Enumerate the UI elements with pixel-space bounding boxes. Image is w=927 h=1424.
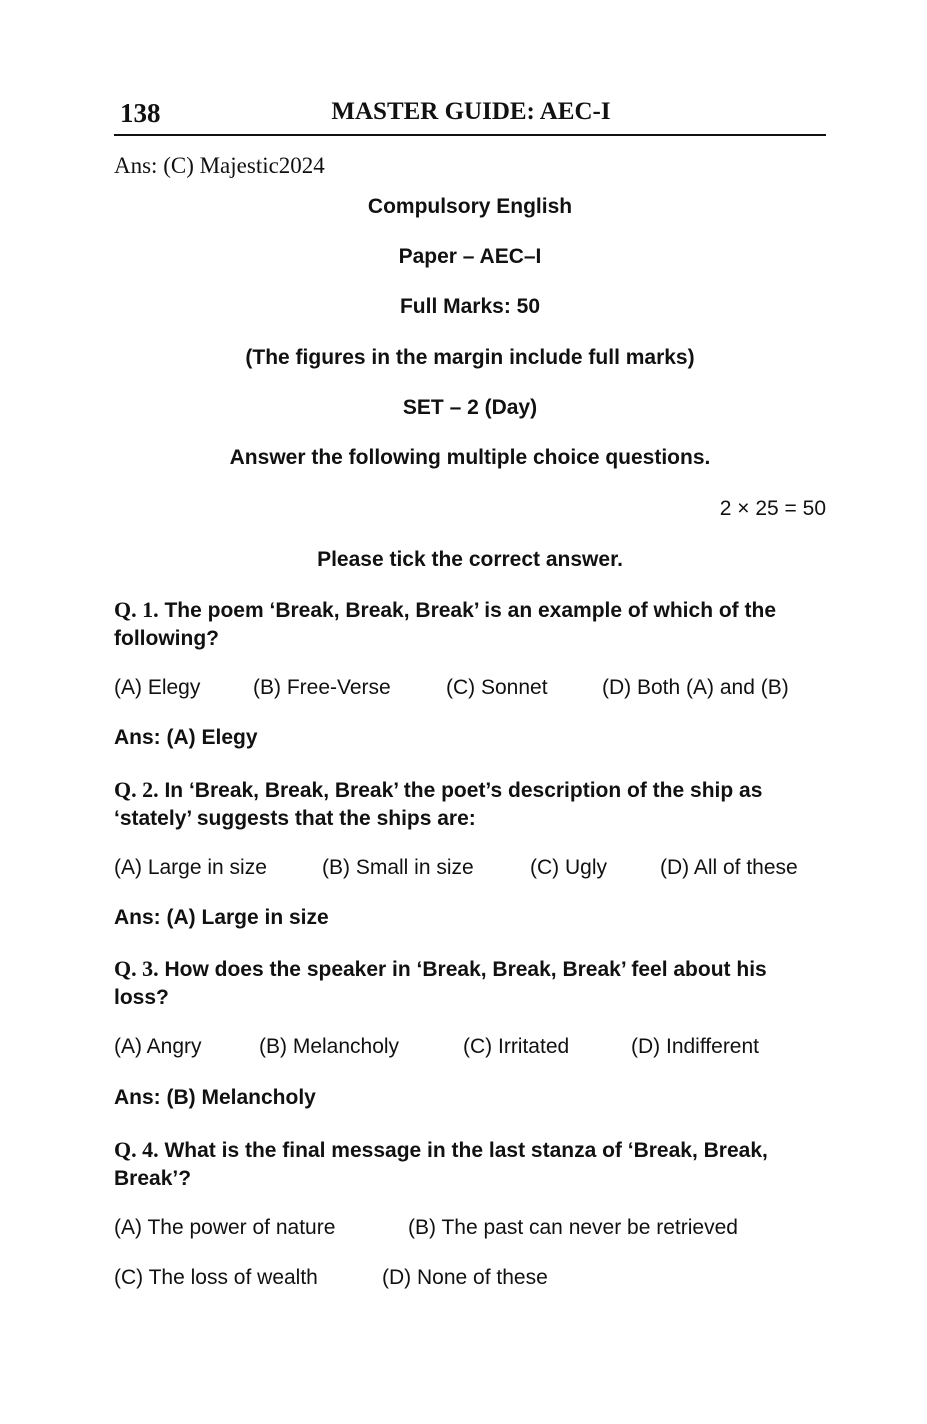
question-text: In ‘Break, Break, Break’ the poet’s description of the ship as ‘stately’ suggests that the ships are: xyxy=(114,779,763,830)
option-b[interactable]: (B) Free-Verse xyxy=(253,676,391,699)
option-a[interactable]: (A) Large in size xyxy=(114,856,267,879)
question-1-options xyxy=(114,675,826,701)
option-b[interactable]: (B) Melancholy xyxy=(259,1035,400,1058)
option-d[interactable]: (D) Indifferent xyxy=(631,1035,759,1058)
book-title: MASTER GUIDE: AEC-I xyxy=(331,98,611,125)
exam-subject: Compulsory English xyxy=(367,195,573,218)
question-2-options xyxy=(114,855,826,881)
option-a[interactable]: (A) Angry xyxy=(114,1035,202,1058)
running-header xyxy=(114,96,826,136)
question-2-answer: Ans: (A) Large in size xyxy=(114,906,329,929)
option-c[interactable]: (C) Sonnet xyxy=(446,676,548,699)
question-4 xyxy=(114,1136,826,1193)
option-b[interactable]: (B) Small in size xyxy=(322,856,474,879)
margin-note: (The figures in the margin include full marks) xyxy=(245,346,695,369)
question-3-answer: Ans: (B) Melancholy xyxy=(114,1086,316,1109)
full-marks: Full Marks: 50 xyxy=(399,295,541,318)
question-number: Q. 4. xyxy=(114,1137,159,1162)
exam-instruction: Answer the following multiple choice questions. xyxy=(229,446,711,469)
question-number: Q. 1. xyxy=(114,597,159,622)
question-2 xyxy=(114,776,826,833)
option-c[interactable]: (C) Irritated xyxy=(463,1035,570,1058)
option-d[interactable]: (D) None of these xyxy=(382,1266,548,1289)
question-text: The poem ‘Break, Break, Break’ is an example of which of the following? xyxy=(114,599,777,650)
option-d[interactable]: (D) Both (A) and (B) xyxy=(602,676,789,699)
question-3 xyxy=(114,955,826,1012)
option-c[interactable]: (C) The loss of wealth xyxy=(114,1266,318,1289)
page-number: 138 xyxy=(120,98,161,128)
question-1-answer: Ans: (A) Elegy xyxy=(114,726,258,749)
option-d[interactable]: (D) All of these xyxy=(660,856,798,879)
option-c[interactable]: (C) Ugly xyxy=(530,856,607,879)
question-number: Q. 3. xyxy=(114,956,159,981)
question-number: Q. 2. xyxy=(114,777,159,802)
option-b[interactable]: (B) The past can never be retrieved xyxy=(408,1216,738,1239)
exam-paper: Paper – AEC–I xyxy=(398,245,542,268)
question-3-options xyxy=(114,1034,826,1060)
question-text: How does the speaker in ‘Break, Break, Break’ feel about his loss? xyxy=(114,958,767,1009)
marks-formula: 2 × 25 = 50 xyxy=(719,497,826,520)
previous-answer: Ans: (C) Majestic2024 xyxy=(114,153,325,178)
question-4-options-row-1 xyxy=(114,1215,826,1241)
option-a[interactable]: (A) Elegy xyxy=(114,676,201,699)
question-text: What is the final message in the last stanza of ‘Break, Break, Break’? xyxy=(114,1139,768,1190)
tick-instruction: Please tick the correct answer. xyxy=(317,548,623,571)
question-1 xyxy=(114,596,826,653)
exam-set: SET – 2 (Day) xyxy=(402,396,538,419)
question-4-options-row-2 xyxy=(114,1265,826,1291)
option-a[interactable]: (A) The power of nature xyxy=(114,1216,336,1239)
book-page xyxy=(114,96,826,1291)
